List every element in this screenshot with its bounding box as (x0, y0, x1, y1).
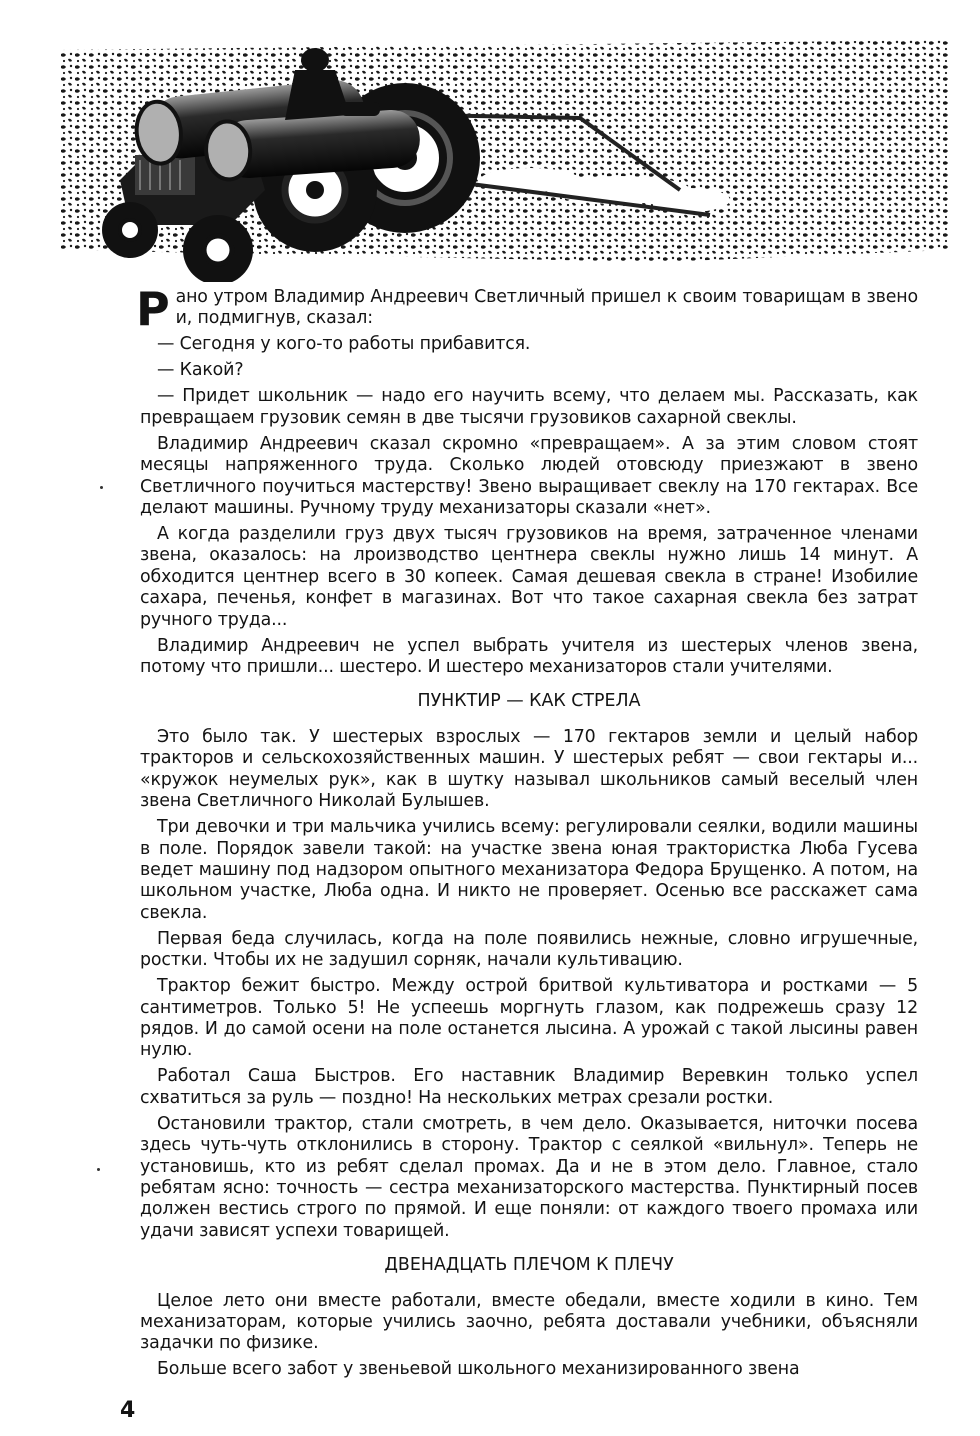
paragraph-text: ано утром Владимир Андреевич Светличный пришел к своим товарищам в звено и, подмигнув, сказал: (175, 287, 918, 329)
paragraph: Трактор бежит быстро. Между острой бритвой культиватора и ростками — 5 сантиметров. Только 5! Не успеешь моргнуть глазом, как подрежешь сразу 12 рядов. И до самой осени на поле останется лысина. А урожай с такой лысины равен нулю. (140, 976, 918, 1061)
article-body (136, 282, 918, 1385)
paragraph: Остановили трактор, стали смотреть, в чем дело. Оказывается, ниточки посева здесь чуть-чуть отклонились в сторону. Трактор с сеялкой «вильнул». Теперь не установишь, кто из ребят сделал промах. Да и не в этом дело. Главное, стало ребятам ясно: точность — сестра механизаторского мастерства. Пунктирный посев должен вестись строго по прямой. И еще поняли: от каждого твоего промаха или удачи зависят успехи товарищей. (140, 1113, 918, 1241)
print-speck (97, 1168, 100, 1171)
paragraph: Владимир Андреевич не успел выбрать учителя из шестерых членов звена, потому что пришли... шестеро. И шестеро механизаторов стали учителями. (140, 635, 918, 678)
paragraph (136, 282, 918, 336)
page-number: 4 (120, 1398, 136, 1423)
print-speck (100, 486, 103, 489)
tractor-illustration (60, 40, 948, 282)
paragraph: Это было так. У шестерых взрослых — 170 гектаров земли и целый набор тракторов и сельскохозяйственных машин. У шестерых ребят — свои гектары и... «кружок неумелых рук», как в шутку называл школьников самый веселый член звена Светличного Николай Булышев. (140, 726, 918, 812)
section-heading: ДВЕНАДЦАТЬ ПЛЕЧОМ К ПЛЕЧУ (384, 1255, 674, 1276)
drop-cap: Р (136, 282, 170, 336)
paragraph: Больше всего забот у звеньевой школьного механизированного звена (157, 1359, 800, 1380)
section-heading: ПУНКТИР — КАК СТРЕЛА (417, 691, 641, 712)
paragraph: А когда разделили груз двух тысяч грузовиков на время, затраченное членами звена, оказалось: на лроизводство центнера свеклы нужно лишь 14 минут. А обходится центнер всего в 30 копеек. Самая дешевая свекла в стране! Изобилие сахара, печенья, конфет в магазинах. Вот что такое сахарная свекла без затрат ручного труда... (140, 524, 918, 630)
paragraph: Первая беда случилась, когда на поле появились нежные, словно игрушечные, ростки. Чтобы их не задушил сорняк, начали культивацию. (140, 928, 918, 971)
paragraph: Три девочки и три мальчика учились всему: регулировали сеялки, водили машины в поле. Порядок завели такой: на участке звена юная трактористка Люба Гусева ведет машину под надзором опытного механизатора Федора Брущенко. А потом, на школьном участке, Люба одна. И никто не проверяет. Осенью все расскажет сама свекла. (140, 817, 918, 923)
paragraph: — Какой? (157, 360, 244, 381)
paragraph: Владимир Андреевич сказал скромно «превращаем». А за этим словом стоят месяцы напряженного труда. Сколько людей отовсюду приезжают в звено Светличного поучиться мастерству! Звено выращивает свеклу на 170 гектарах. Все делают машины. Ручному труду механизаторы сказали «нет». (140, 433, 918, 519)
paragraph: Работал Саша Быстров. Его наставник Владимир Веревкин только успел схватиться за руль — поздно! На нескольких метрах срезали ростки. (140, 1066, 918, 1108)
paragraph: — Сегодня у кого-то работы прибавится. (157, 334, 531, 355)
paragraph: Целое лето они вместе работали, вместе обедали, вместе ходили в кино. Тем механизаторам, которые учились заочно, ребята доставали учебники, объясняли задачки по физике. (140, 1290, 918, 1354)
paragraph: — Придет школьник — надо его научить всему, что делаем мы. Рассказать, как превращаем грузовик семян в две тысячи грузовиков сахарной свеклы. (140, 386, 918, 428)
